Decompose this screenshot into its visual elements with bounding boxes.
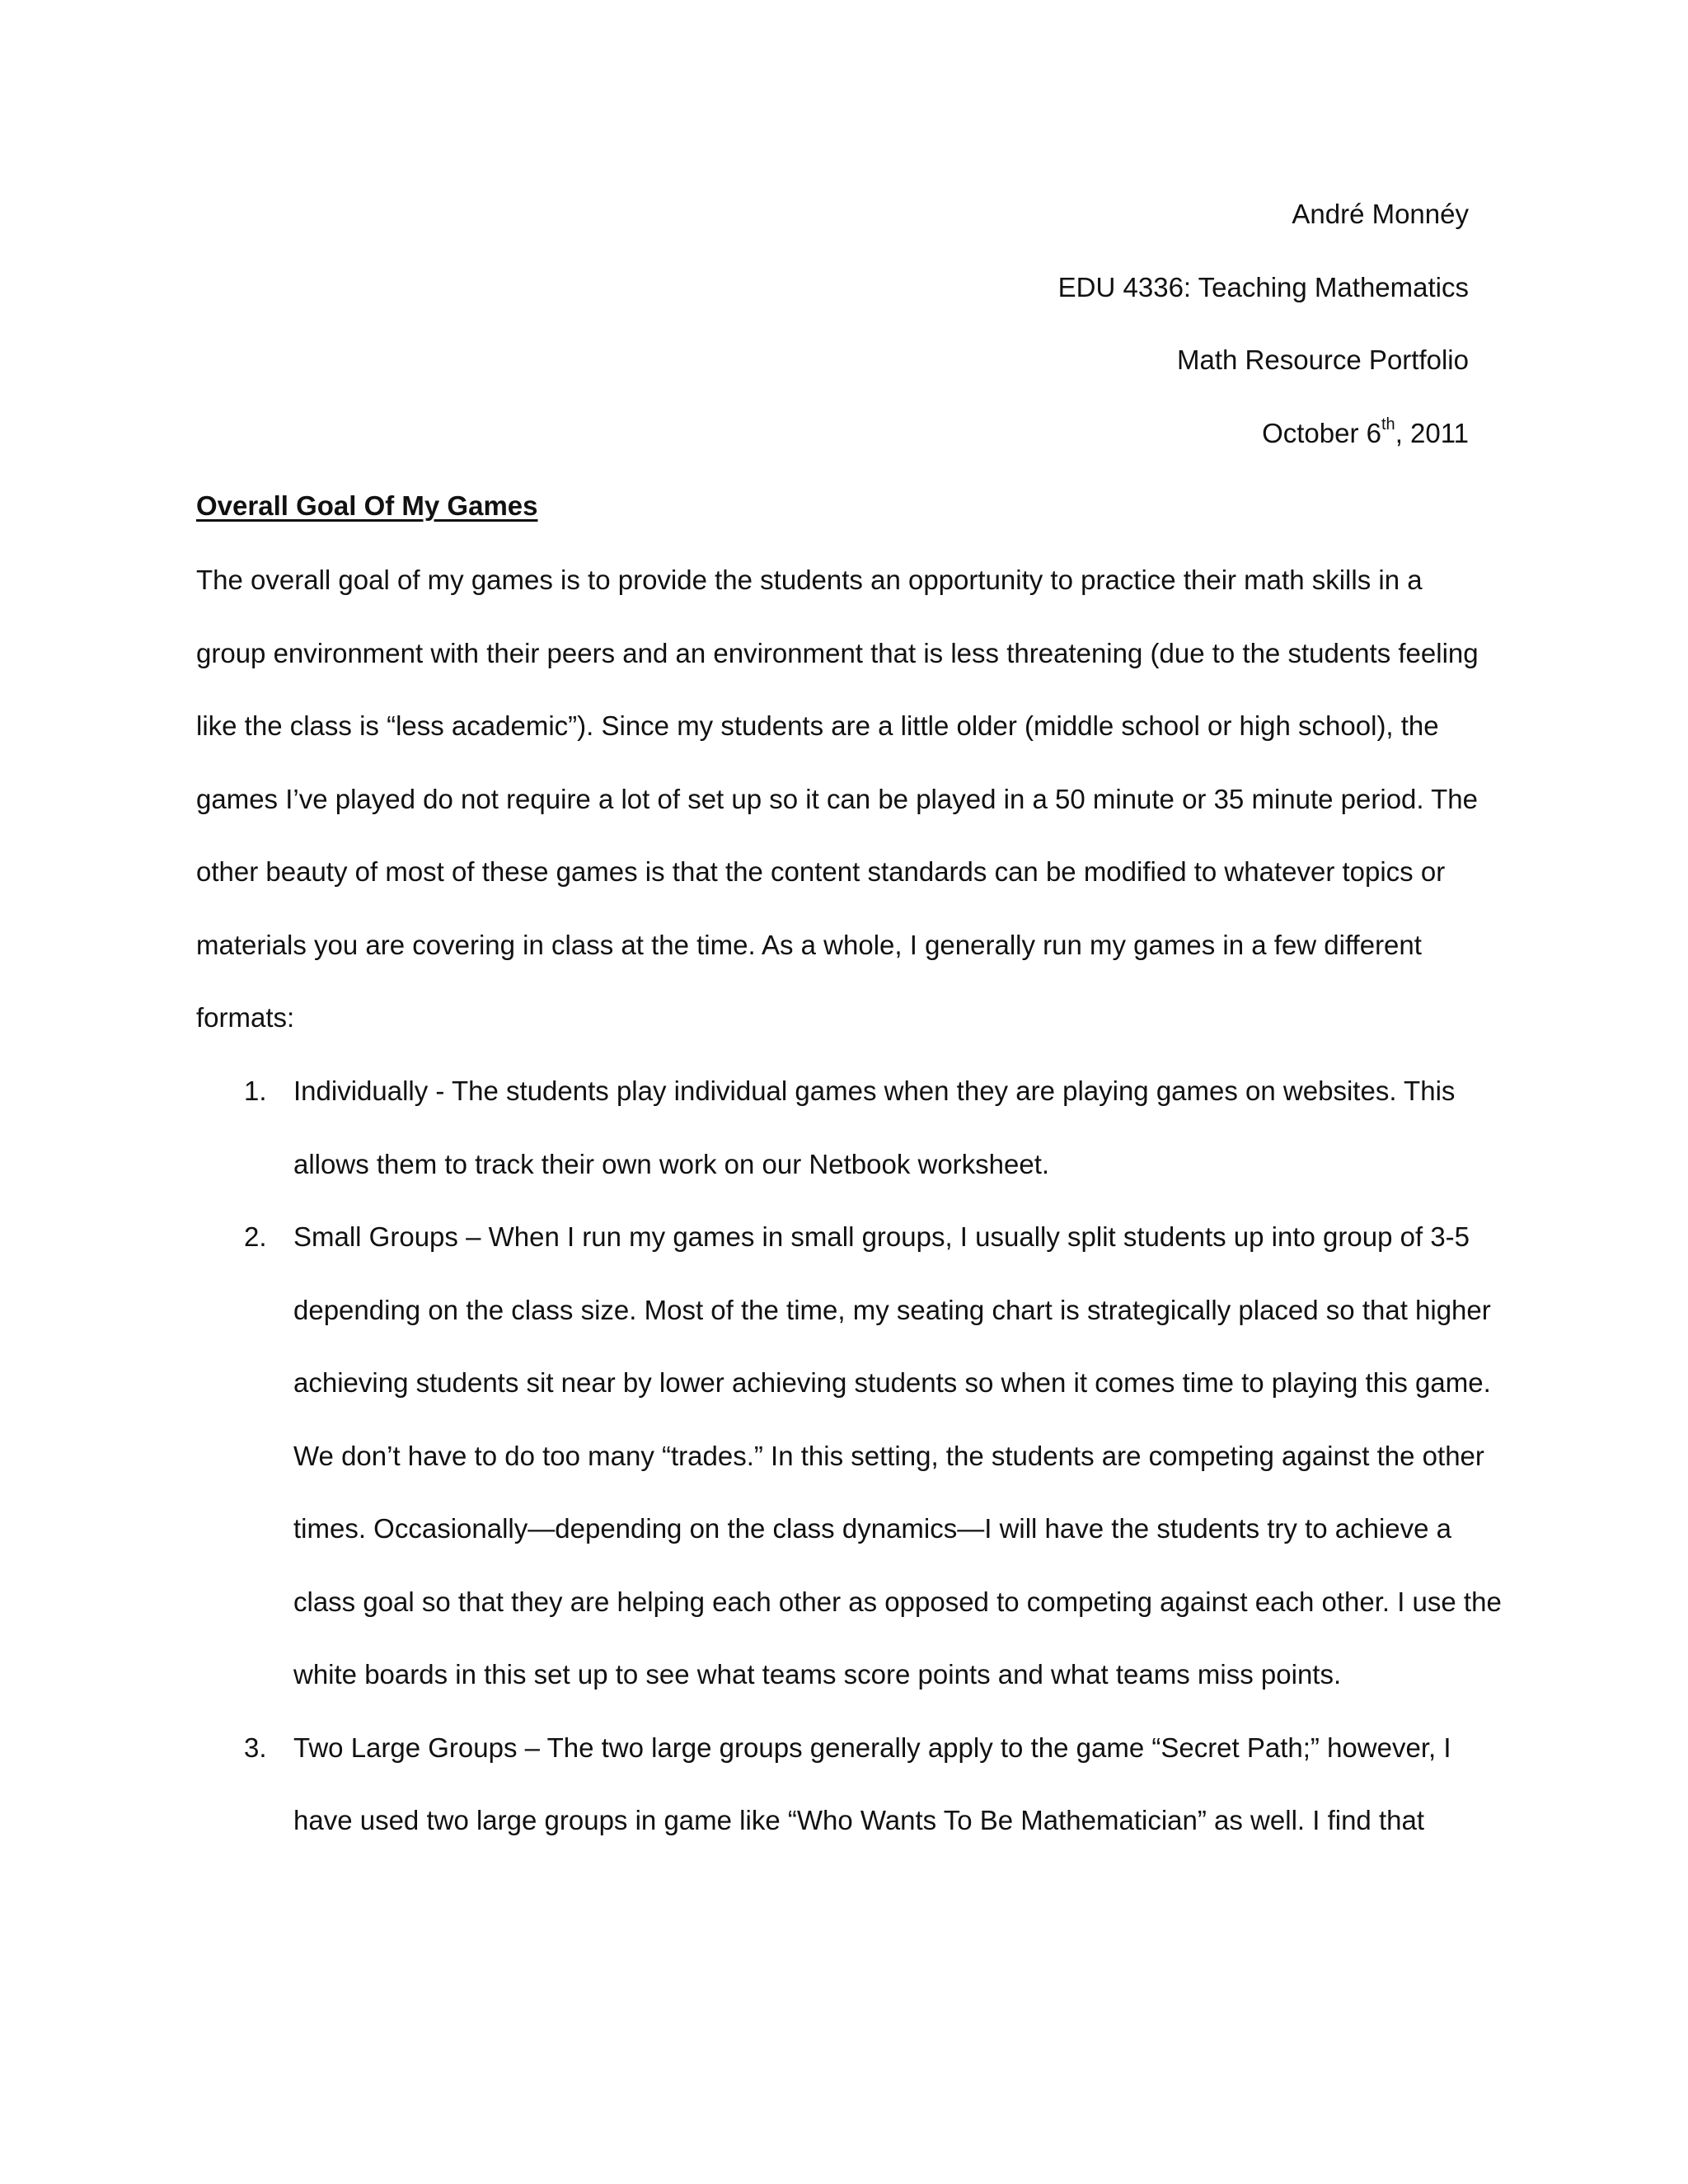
assignment-title: Math Resource Portfolio	[1177, 344, 1469, 375]
list-item	[196, 1201, 1515, 1712]
date-suffix: th	[1381, 415, 1395, 434]
list-item-text: Two Large Groups – The two large groups generally apply to the game “Secret Path;” however, I have used two large groups in game like “Who Wants To Be Mathematician” as well. I find that	[293, 1732, 1451, 1835]
list-item-number: 1.	[244, 1076, 267, 1106]
author-name: André Monnéy	[1292, 199, 1469, 229]
list-item	[196, 1712, 1515, 1858]
list-item-text: Individually - The students play individual games when they are playing games on websites. This allows them to track their own work on our Netbook worksheet.	[293, 1076, 1456, 1179]
list-item-text: Small Groups – When I run my games in small groups, I usually split students up into group of 3-5 depending on the class size. Most of the time, my seating chart is strategically placed so that higher achieving students sit near by lower achieving students so when it comes time to playing this game. We don’t have to do too many “trades.” In this setting, the students are competing against the other times. Occasionally—depending on the class dynamics—I will have the students try to achieve a class goal so that they are helping each other as opposed to competing against each other. I use the white boards in this set up to see what teams score points and what teams miss points.	[293, 1221, 1502, 1690]
date-year: , 2011	[1395, 418, 1469, 448]
intro-paragraph: The overall goal of my games is to provide the students an opportunity to practice their math skills in a group environment with their peers and an environment that is less threatening (due to the students feeling like the class is “less academic”). Since my students are a little older (middle school or high school), the games I’ve played do not require a lot of set up so it can be played in a 50 minute or 35 minute period. The other beauty of most of these games is that the content standards can be modified to whatever topics or materials you are covering in class at the time. As a whole, I generally run my games in a few different formats:	[196, 565, 1479, 1033]
list-item-number: 2.	[244, 1221, 267, 1252]
formats-list	[196, 1055, 1515, 1858]
section-title: Overall Goal Of My Games	[196, 490, 538, 521]
document-date	[1262, 417, 1469, 450]
list-item-number: 3.	[244, 1732, 267, 1763]
course-name: EDU 4336: Teaching Mathematics	[1057, 272, 1469, 302]
list-item	[196, 1055, 1515, 1201]
date-month-day: October 6	[1262, 418, 1381, 448]
